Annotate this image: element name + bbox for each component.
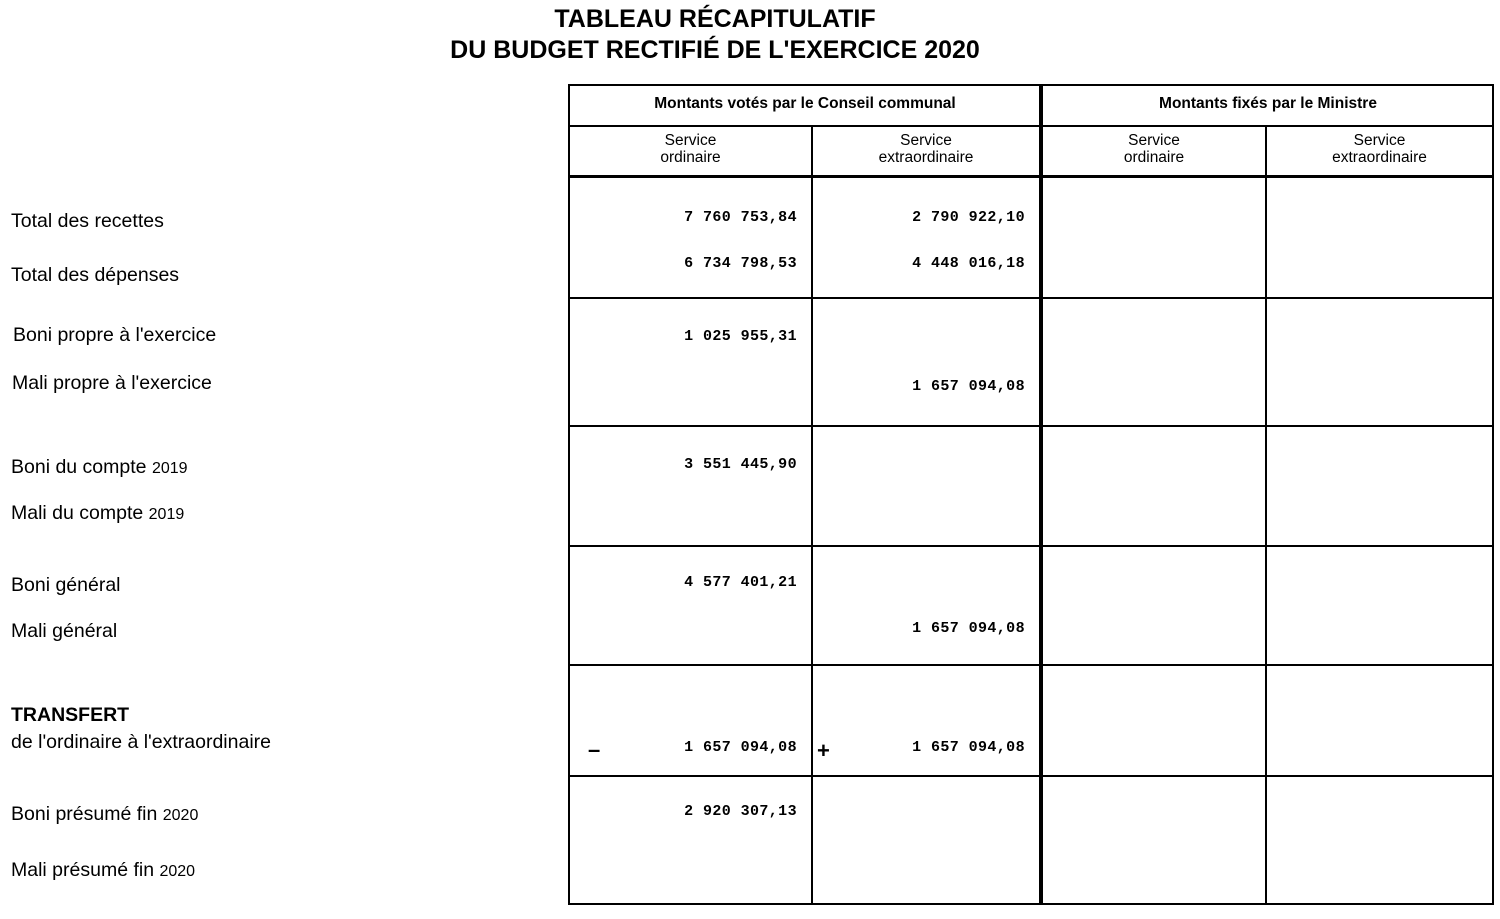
row-separator-4 bbox=[568, 664, 1494, 666]
row-separator-2 bbox=[568, 425, 1494, 427]
value-transfert-ordinaire: 1 657 094,08 bbox=[684, 739, 797, 756]
value-boni-general-ordinaire: 4 577 401,21 bbox=[684, 574, 797, 591]
header-ministre: Montants fixés par le Ministre bbox=[1159, 95, 1377, 112]
value-boni-propre-ordinaire: 1 025 955,31 bbox=[684, 328, 797, 345]
label-boni-compte: Boni du compte 2019 bbox=[11, 456, 188, 478]
label-mali-compte: Mali du compte 2019 bbox=[11, 502, 185, 524]
table-divider-conseil bbox=[811, 126, 813, 905]
label-total-recettes: Total des recettes bbox=[11, 210, 164, 232]
subheader-ministre-extraordinaire: Service extraordinaire bbox=[1332, 132, 1427, 166]
label-boni-propre: Boni propre à l'exercice bbox=[13, 324, 217, 346]
title-line-1: TABLEAU RÉCAPITULATIF bbox=[554, 5, 876, 33]
table-border-left bbox=[568, 84, 570, 905]
value-boni-compte-ordinaire: 3 551 445,90 bbox=[684, 456, 797, 473]
label-mali-presume: Mali présumé fin 2020 bbox=[11, 859, 196, 881]
header-separator bbox=[568, 125, 1494, 127]
table-border-right bbox=[1492, 84, 1494, 905]
table-border-bottom bbox=[568, 903, 1494, 905]
label-mali-general: Mali général bbox=[11, 620, 118, 642]
subheader-ministre-ordinaire: Service ordinaire bbox=[1123, 132, 1185, 166]
value-mali-general-extraordinaire: 1 657 094,08 bbox=[912, 620, 1025, 637]
header-conseil: Montants votés par le Conseil communal bbox=[654, 95, 956, 112]
label-transfert: TRANSFERT bbox=[11, 704, 130, 726]
label-boni-presume: Boni présumé fin 2020 bbox=[11, 803, 199, 825]
row-separator-5 bbox=[568, 775, 1494, 777]
header-bottom bbox=[568, 175, 1494, 178]
minus-sign-icon: – bbox=[588, 737, 601, 762]
table-divider-ministre bbox=[1265, 126, 1267, 905]
value-recettes-ordinaire: 7 760 753,84 bbox=[684, 209, 797, 226]
label-boni-general: Boni général bbox=[11, 574, 121, 596]
table-divider-groups bbox=[1039, 84, 1043, 905]
row-separator-3 bbox=[568, 545, 1494, 547]
value-transfert-extraordinaire: 1 657 094,08 bbox=[912, 739, 1025, 756]
table-border-top bbox=[568, 84, 1494, 86]
value-recettes-extraordinaire: 2 790 922,10 bbox=[912, 209, 1025, 226]
row-separator-1 bbox=[568, 297, 1494, 299]
label-total-depenses: Total des dépenses bbox=[11, 264, 180, 286]
subheader-conseil-extraordinaire: Service extraordinaire bbox=[878, 132, 974, 166]
label-transfert-sub: de l'ordinaire à l'extraordinaire bbox=[11, 731, 272, 753]
plus-sign-icon: + bbox=[817, 738, 830, 763]
value-boni-presume-ordinaire: 2 920 307,13 bbox=[684, 803, 797, 820]
label-mali-propre: Mali propre à l'exercice bbox=[12, 372, 212, 394]
value-depenses-extraordinaire: 4 448 016,18 bbox=[912, 255, 1025, 272]
value-depenses-ordinaire: 6 734 798,53 bbox=[684, 255, 797, 272]
value-mali-propre-extraordinaire: 1 657 094,08 bbox=[912, 378, 1025, 395]
subheader-conseil-ordinaire: Service ordinaire bbox=[660, 132, 721, 166]
title-line-2: DU BUDGET RECTIFIÉ DE L'EXERCICE 2020 bbox=[450, 36, 980, 64]
